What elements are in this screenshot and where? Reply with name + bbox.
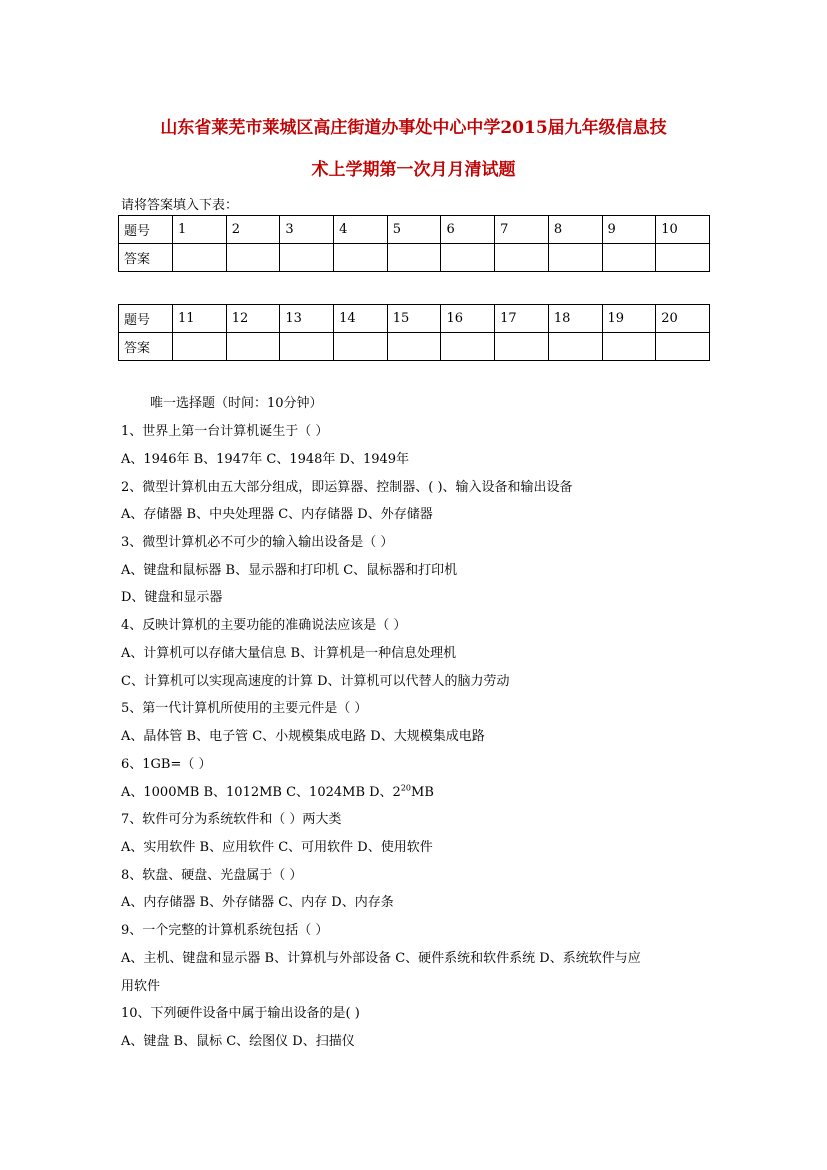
question-number-cell: 8: [548, 216, 602, 244]
question-line: 1、世界上第一台计算机诞生于（ ）: [121, 424, 329, 439]
table-row: [119, 244, 710, 272]
question-number-cell: 16: [441, 305, 495, 333]
answer-cell[interactable]: [173, 333, 227, 361]
option-line: A、键盘和鼠标器 B、显示器和打印机 C、鼠标器和打印机: [121, 563, 458, 578]
table-row: [119, 305, 710, 333]
answer-table-2: [118, 304, 710, 361]
answer-label-cell: 答案: [119, 333, 173, 361]
option-line: C、计算机可以实现高速度的计算 D、计算机可以代替人的脑力劳动: [121, 674, 510, 689]
table-header-cell: 题号: [119, 305, 173, 333]
option-line: D、键盘和显示器: [121, 590, 223, 605]
question-number-cell: 11: [173, 305, 227, 333]
option-line: [121, 781, 434, 800]
document-title-line-2: 术上学期第一次月月清试题: [311, 160, 516, 180]
answer-cell[interactable]: [441, 333, 495, 361]
question-number-cell: 15: [387, 305, 441, 333]
table-row: [119, 216, 710, 244]
question-line: 9、一个完整的计算机系统包括（ ）: [121, 923, 329, 938]
question-number-cell: 4: [334, 216, 388, 244]
answer-cell[interactable]: [387, 333, 441, 361]
option-text: A、1000MB B、1012MB C、1024MB D、2: [121, 785, 401, 800]
question-line: 8、软盘、硬盘、光盘属于（ ）: [121, 868, 303, 883]
option-line: A、存储器 B、中央处理器 C、内存储器 D、外存储器: [121, 507, 433, 522]
question-number-cell: 3: [280, 216, 334, 244]
question-number-cell: 6: [441, 216, 495, 244]
table-instruction: 请将答案填入下表：: [121, 198, 239, 213]
table-row: [119, 333, 710, 361]
option-line: 用软件: [121, 979, 161, 994]
table-header-cell: 题号: [119, 216, 173, 244]
answer-cell[interactable]: [495, 333, 549, 361]
answer-cell[interactable]: [226, 244, 280, 272]
question-line: 3、微型计算机必不可少的输入输出设备是（ ）: [121, 535, 394, 550]
question-number-cell: 20: [656, 305, 710, 333]
answer-cell[interactable]: [548, 244, 602, 272]
question-line: 6、1GB=（ ）: [121, 757, 212, 772]
answer-label-cell: 答案: [119, 244, 173, 272]
answer-cell[interactable]: [334, 244, 388, 272]
question-number-cell: 2: [226, 216, 280, 244]
answer-cell[interactable]: [280, 333, 334, 361]
question-number-cell: 5: [387, 216, 441, 244]
answer-cell[interactable]: [548, 333, 602, 361]
option-line: A、键盘 B、鼠标 C、绘图仪 D、扫描仪: [121, 1034, 355, 1049]
question-number-cell: 14: [334, 305, 388, 333]
question-line: 5、第一代计算机所使用的主要元件是（ ）: [121, 701, 368, 716]
exponent: 20: [400, 783, 412, 793]
answer-cell[interactable]: [602, 333, 656, 361]
answer-cell[interactable]: [226, 333, 280, 361]
option-line: A、实用软件 B、应用软件 C、可用软件 D、使用软件: [121, 840, 433, 855]
option-line: A、计算机可以存储大量信息 B、计算机是一种信息处理机: [121, 646, 457, 661]
option-line: A、主机、键盘和显示器 B、计算机与外部设备 C、硬件系统和软件系统 D、系统软件与应: [121, 951, 641, 966]
question-number-cell: 19: [602, 305, 656, 333]
answer-cell[interactable]: [387, 244, 441, 272]
question-number-cell: 18: [548, 305, 602, 333]
option-line: A、晶体管 B、电子管 C、小规模集成电路 D、大规模集成电路: [121, 729, 485, 744]
question-line: 10、下列硬件设备中属于输出设备的是( ): [121, 1006, 360, 1021]
answer-cell[interactable]: [495, 244, 549, 272]
answer-cell[interactable]: [656, 244, 710, 272]
question-number-cell: 17: [495, 305, 549, 333]
question-line: 2、微型计算机由五大部分组成，即运算器、控制器、( )、输入设备和输出设备: [121, 480, 573, 495]
answer-cell[interactable]: [280, 244, 334, 272]
option-line: A、内存储器 B、外存储器 C、内存 D、内存条: [121, 895, 394, 910]
answer-table-1: [118, 215, 710, 272]
question-number-cell: 12: [226, 305, 280, 333]
question-line: 7、软件可分为系统软件和（ ）两大类: [121, 812, 342, 827]
section-heading: 唯一选择题（时间：10分钟）: [150, 396, 323, 411]
question-number-cell: 7: [495, 216, 549, 244]
document-title-line-1: 山东省莱芜市莱城区高庄街道办事处中心中学2015届九年级信息技: [160, 118, 667, 138]
answer-cell[interactable]: [602, 244, 656, 272]
question-number-cell: 10: [656, 216, 710, 244]
answer-cell[interactable]: [173, 244, 227, 272]
answer-cell[interactable]: [334, 333, 388, 361]
question-number-cell: 1: [173, 216, 227, 244]
question-line: 4、反映计算机的主要功能的准确说法应该是（ ）: [121, 618, 407, 633]
answer-cell[interactable]: [441, 244, 495, 272]
option-unit: MB: [411, 785, 434, 800]
question-number-cell: 13: [280, 305, 334, 333]
answer-cell[interactable]: [656, 333, 710, 361]
option-line: A、1946年 B、1947年 C、1948年 D、1949年: [121, 452, 410, 467]
question-number-cell: 9: [602, 216, 656, 244]
